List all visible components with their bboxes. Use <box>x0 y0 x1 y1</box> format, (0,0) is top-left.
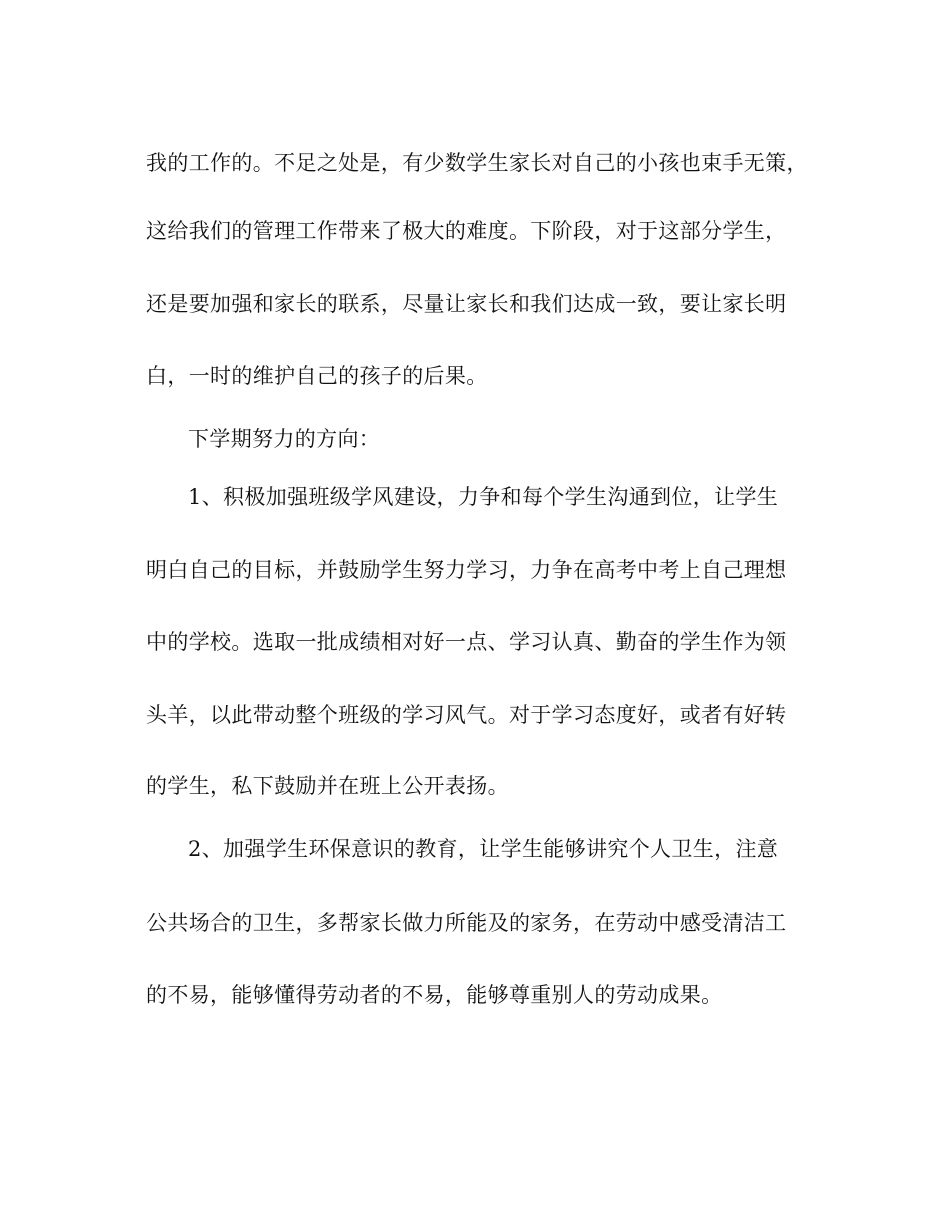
text-line-3: 还是要加强和家长的联系，尽量让家长和我们达成一致，要让家长明 <box>146 292 787 316</box>
text-line-1: 我的工作的。不足之处是，有少数学生家长对自己的小孩也束手无策， <box>146 151 808 175</box>
list-item-1-line-5: 的学生，私下鼓励并在班上公开表扬。 <box>146 774 509 798</box>
list-item-1-line-4: 头羊，以此带动整个班级的学习风气。对于学习态度好，或者有好转 <box>146 703 787 727</box>
list-item-2-line-2: 公共场合的卫生，多帮家长做力所能及的家务，在劳动中感受清洁工 <box>146 911 787 935</box>
list-item-2-line-3: 的不易，能够懂得劳动者的不易，能够尊重别人的劳动成果。 <box>146 983 723 1007</box>
text-line-2: 这给我们的管理工作带来了极大的难度。下阶段，对于这部分学生， <box>146 219 787 243</box>
list-item-1-line-2: 明白自己的目标，并鼓励学生努力学习，力争在高考中考上自己理想 <box>146 558 787 582</box>
section-heading-next-term: 下学期努力的方向： <box>188 427 381 451</box>
list-item-2-line-1: 2、加强学生环保意识的教育，让学生能够讲究个人卫生，注意 <box>188 837 779 861</box>
list-item-1-line-1: 1、积极加强班级学风建设，力争和每个学生沟通到位，让学生 <box>188 485 779 509</box>
text-line-4: 白，一时的维护自己的孩子的后果。 <box>146 364 488 388</box>
list-item-1-line-3: 中的学校。选取一批成绩相对好一点、学习认真、勤奋的学生作为领 <box>146 630 787 654</box>
